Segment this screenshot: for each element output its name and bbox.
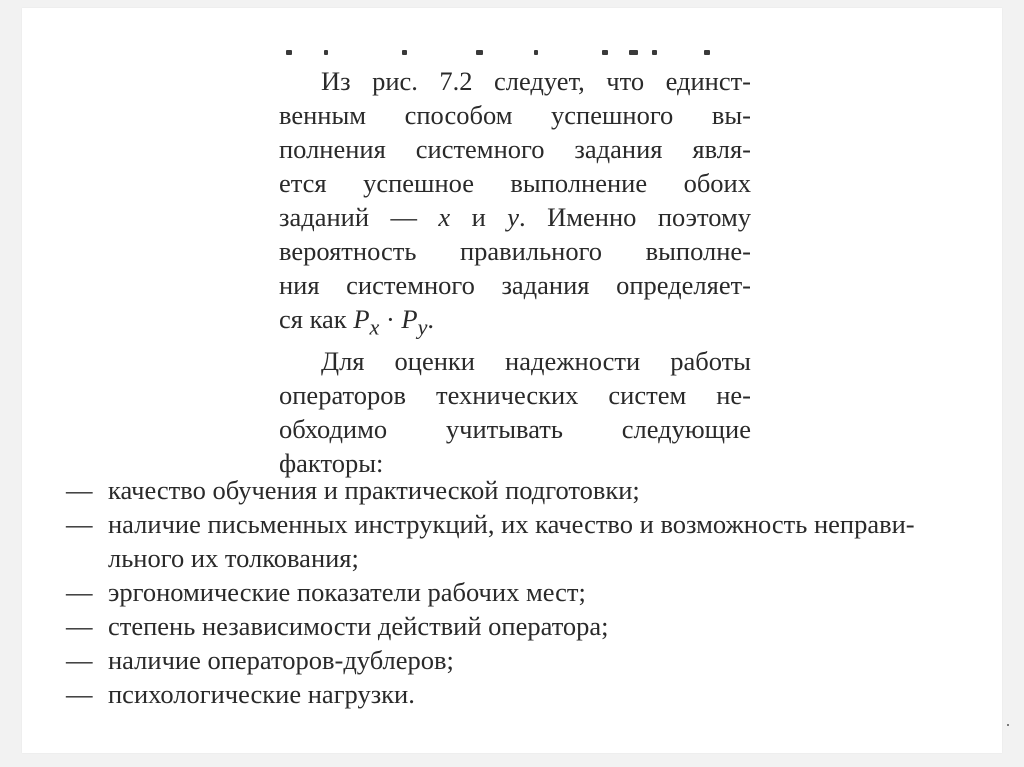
math-variable-y: y (507, 202, 520, 232)
paragraph-2 (279, 344, 751, 480)
paragraph-1 (279, 64, 751, 344)
list-item (66, 507, 1016, 575)
text-line: полнения системного задания явля- (279, 134, 751, 164)
math-variable-p: P (401, 304, 418, 334)
text-line: обходимо учитывать следующие (279, 414, 751, 445)
list-item (66, 643, 1016, 677)
list-item-text: наличие операторов-дублеров; (108, 645, 454, 675)
text-line: ется успешное выполнение обоих (279, 168, 751, 198)
list-item (66, 609, 1016, 643)
text-line: ния системного задания определяет- (279, 270, 751, 300)
list-item (66, 473, 1016, 507)
text-segment: ся как (279, 304, 354, 334)
list-item-text: степень независимости действий оператора; (108, 611, 609, 641)
text-line (279, 200, 751, 234)
math-variable-p: P (353, 304, 370, 334)
dash-bullet: — (66, 577, 93, 607)
dash-bullet: — (66, 475, 93, 505)
text-segment: . Именно поэтому (519, 202, 751, 232)
text-line: Для оценки надежности работы (321, 346, 751, 377)
text-line: Из рис. 7.2 следует, что единст- (321, 66, 751, 96)
text-segment: и (450, 202, 508, 232)
dash-bullet: — (66, 679, 93, 709)
list-item-text: эргономические показатели рабочих мест; (108, 577, 586, 607)
math-variable-x: x (438, 202, 451, 232)
text-line: вероятность правильного выполне- (279, 236, 751, 266)
text-segment: . (427, 304, 435, 334)
page-speck (1007, 724, 1009, 726)
text-line (279, 302, 751, 344)
math-operator: · (379, 304, 402, 334)
text-line: венным способом успешного вы- (279, 100, 751, 130)
dash-bullet: — (66, 645, 93, 675)
factors-list (66, 473, 1016, 711)
text-line: факторы: (279, 448, 384, 479)
list-item-text: наличие письменных инструкций, их качество и возможность неправи- (108, 509, 915, 539)
document-page (22, 8, 1002, 753)
list-item (66, 575, 1016, 609)
math-subscript-x: x (369, 314, 380, 340)
list-item-continuation: льного их толкования; (108, 543, 359, 573)
dash-bullet: — (66, 509, 93, 539)
cropped-text-remnant (284, 42, 744, 56)
list-item-text: качество обучения и практической подготовки; (108, 475, 640, 505)
list-item-text: психологические нагрузки. (108, 679, 415, 709)
text-line: операторов технических систем не- (279, 380, 751, 411)
math-subscript-y: y (417, 314, 428, 340)
list-item (66, 677, 1016, 711)
dash-bullet: — (66, 611, 93, 641)
text-column (279, 64, 751, 480)
text-segment: заданий — (279, 202, 439, 232)
